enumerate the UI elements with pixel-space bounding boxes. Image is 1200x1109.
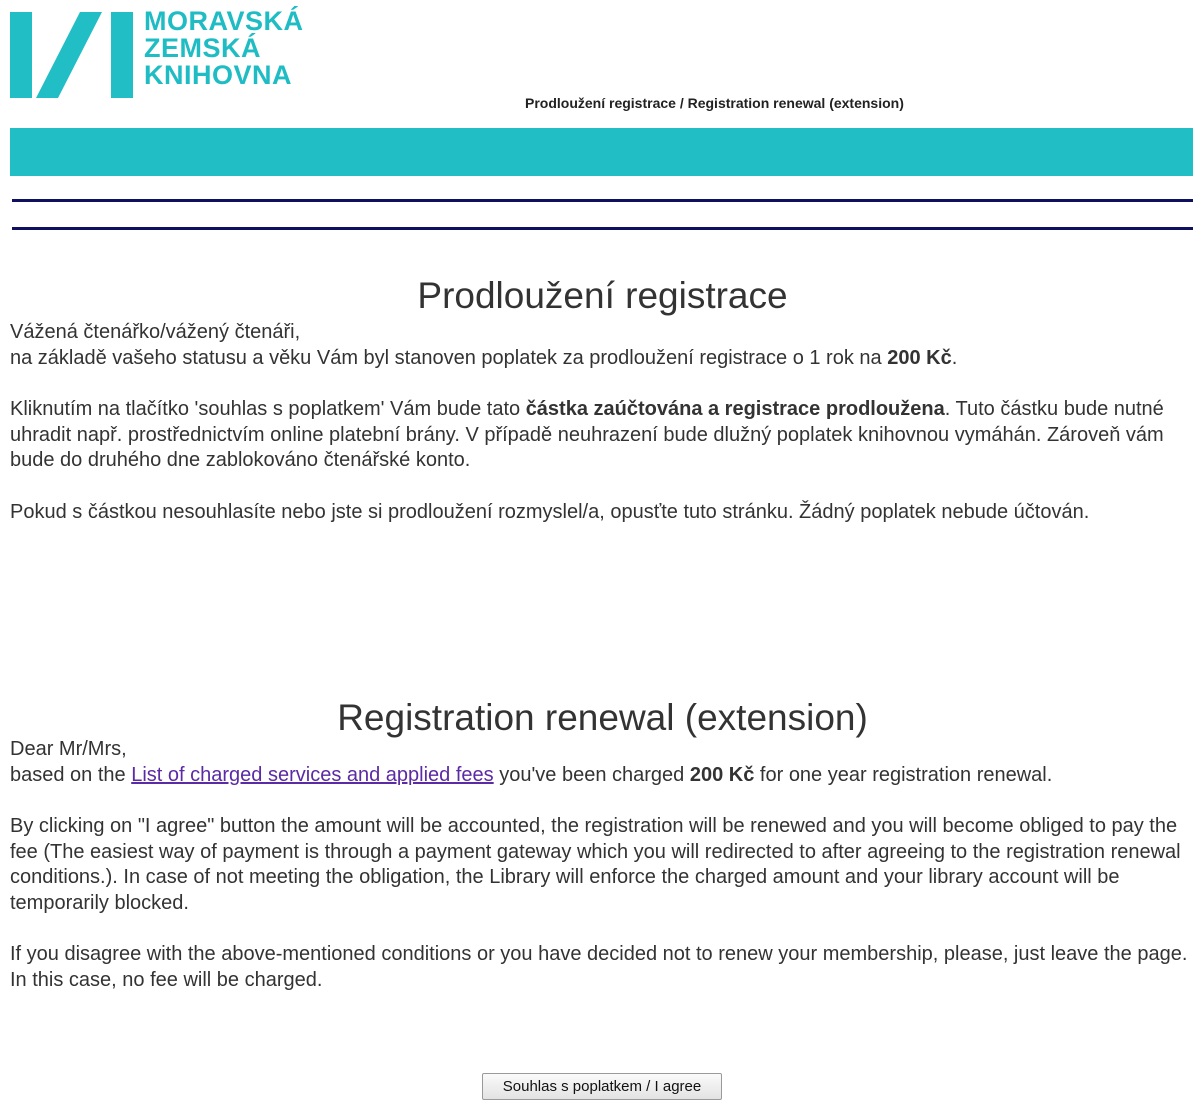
english-fee-text-end: for one year registration renewal. <box>754 763 1053 786</box>
czech-consent-text-end: . Tuto částku bude nutné uhradit např. prostřednictvím online platební brány. V případě neuhrazení bude dlužný poplatek knihovnou vymáhán. Zároveň vám bude do druhého dne zablokováno čtenářské konto. <box>10 398 1164 471</box>
fees-list-link[interactable]: List of charged services and applied fees <box>131 763 494 786</box>
english-fee-text-mid: you've been charged <box>493 763 690 786</box>
library-logo-icon <box>10 12 135 98</box>
czech-paragraph-2 <box>10 397 1195 474</box>
czech-fee-text-end: . <box>951 346 958 369</box>
english-fee-amount: 200 Kč <box>689 763 755 786</box>
english-heading: Registration renewal (extension) <box>337 697 868 738</box>
library-name <box>144 8 304 89</box>
library-logo[interactable] <box>10 8 310 98</box>
header-band <box>10 128 1193 176</box>
english-paragraph-1 <box>10 737 1195 788</box>
library-name-line-3: KNIHOVNA <box>144 60 293 90</box>
czech-paragraph-3: Pokud s částkou nesouhlasíte nebo jste si prodloužení rozmyslel/a, opusťte tuto stránku. Žádný poplatek nebude účtován. <box>10 500 1090 523</box>
library-name-line-2: ZEMSKÁ <box>144 33 261 63</box>
czech-heading: Prodloužení registrace <box>417 275 788 316</box>
czech-consent-bold: částka zaúčtována a registrace prodloužena <box>525 398 945 420</box>
english-paragraph-3: If you disagree with the above-mentioned conditions or you have decided not to renew your membership, please, just leave the page. In this case, no fee will be charged. <box>10 943 1188 991</box>
english-greeting: Dear Mr/Mrs, <box>10 738 127 760</box>
czech-greeting: Vážená čtenářko/vážený čtenáři, <box>10 321 301 343</box>
divider-top <box>12 199 1193 202</box>
english-fee-text: based on the <box>10 763 132 786</box>
agree-button[interactable]: Souhlas s poplatkem / I agree <box>482 1073 722 1100</box>
czech-section <box>10 274 1195 551</box>
czech-fee-amount: 200 Kč <box>887 346 952 369</box>
english-paragraph-2: By clicking on "I agree" button the amount will be accounted, the registration will be renewed and you will become obliged to pay the fee (The easiest way of payment is through a payment gateway which you will redirected to after agreeing to the registration renewal conditions.). In case of not meeting the obligation, the Library will enforce the charged amount and your library account will be temporarily blocked. <box>10 815 1181 914</box>
czech-fee-text: na základě vašeho statusu a věku Vám byl stanoven poplatek za prodloužení registrace o 1 rok na <box>10 346 888 369</box>
library-name-line-1: MORAVSKÁ <box>144 6 304 36</box>
english-section <box>10 696 1195 1019</box>
page-header-title: Prodloužení registrace / Registration renewal (extension) <box>525 95 904 111</box>
divider-bottom <box>12 227 1193 230</box>
czech-paragraph-1 <box>10 320 1195 371</box>
czech-consent-text: Kliknutím na tlačítko 'souhlas s poplatkem' Vám bude tato <box>10 398 526 420</box>
